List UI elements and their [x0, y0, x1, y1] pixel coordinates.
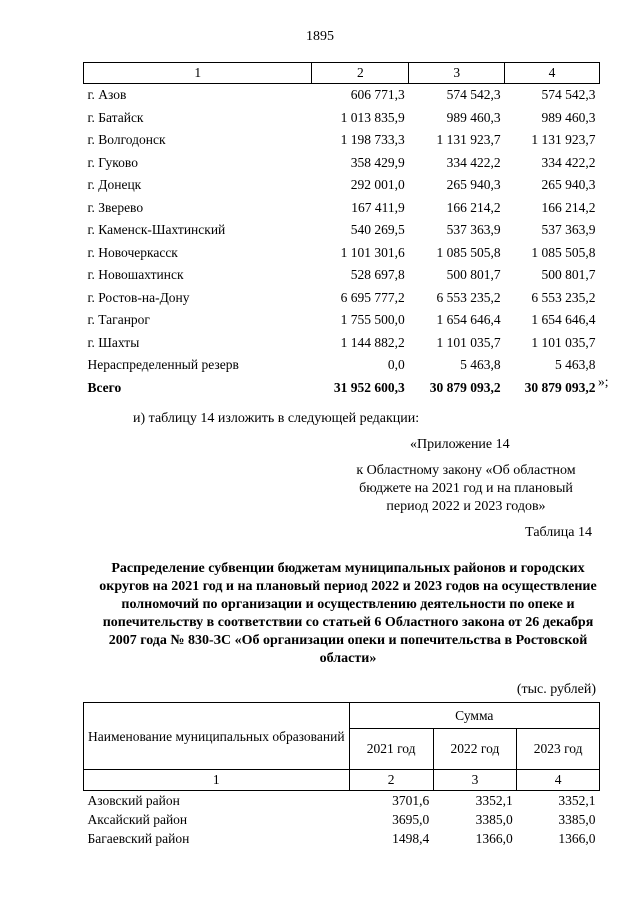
table-row [84, 129, 600, 152]
row-value: 1366,0 [475, 830, 513, 846]
table-row [84, 107, 600, 130]
row-name: г. Новошахтинск [87, 267, 184, 283]
row-value: 574 542,3 [446, 87, 501, 103]
row-value: 6 553 235,2 [436, 289, 501, 305]
year-header: 2023 год [517, 729, 600, 770]
column-number: 3 [433, 770, 516, 791]
table-label: Таблица 14 [525, 525, 592, 540]
table-header-row [84, 703, 600, 729]
row-name: г. Волгодонск [87, 132, 166, 148]
row-name: г. Таганрог [87, 312, 150, 328]
row-value: 989 460,3 [446, 109, 501, 125]
row-value: 606 771,3 [350, 87, 405, 103]
row-value: 1 198 733,3 [340, 132, 405, 148]
row-name: г. Каменск-Шахтинский [87, 222, 226, 238]
row-value: 358 429,9 [350, 154, 405, 170]
appendix-reference: к Областному закону «Об областном бюджете на 2021 год и на плановый период 2022 и 2023 годов» [356, 463, 576, 514]
table-row [84, 174, 600, 197]
row-value: 166 214,2 [541, 199, 596, 215]
row-name: Нераспределенный резерв [87, 357, 239, 373]
row-name: Аксайский район [87, 811, 188, 827]
row-value: 292 001,0 [350, 177, 405, 193]
row-name: г. Зверево [87, 199, 144, 215]
table-row [84, 354, 600, 377]
table-row [84, 197, 600, 220]
column-number: 4 [505, 63, 600, 84]
page-number: 1895 [306, 29, 334, 44]
row-value: 1 654 646,4 [436, 312, 501, 328]
amendment-paragraph: и) таблицу 14 изложить в следующей редакции: [133, 411, 420, 426]
row-name: г. Азов [87, 87, 127, 103]
row-value: 3385,0 [558, 811, 596, 827]
table-row [84, 84, 600, 107]
row-value: 6 553 235,2 [531, 289, 596, 305]
row-name: Азовский район [87, 792, 180, 808]
units-label: (тыс. рублей) [516, 682, 596, 697]
table-row [84, 287, 600, 310]
row-value: 5 463,8 [460, 357, 501, 373]
table-header-row [84, 63, 600, 84]
row-value: 540 269,5 [350, 222, 405, 238]
row-value: 0,0 [387, 357, 405, 373]
column-number: 3 [409, 63, 505, 84]
row-value: 5 463,8 [555, 357, 596, 373]
table-row [84, 791, 600, 811]
row-value: 3385,0 [475, 811, 513, 827]
row-value: 1 131 923,7 [531, 132, 596, 148]
row-value: 1 755 500,0 [340, 312, 405, 328]
row-value: 1 101 035,7 [436, 334, 501, 350]
column-number: 2 [312, 63, 409, 84]
total-row [84, 377, 600, 400]
row-value: 1 131 923,7 [436, 132, 501, 148]
row-value: 1 654 646,4 [531, 312, 596, 328]
row-value: 537 363,9 [541, 222, 596, 238]
row-value: 1366,0 [558, 830, 596, 846]
row-value: 500 801,7 [541, 267, 596, 283]
table-row [84, 332, 600, 355]
table-row [84, 264, 600, 287]
row-value: 574 542,3 [541, 87, 596, 103]
row-value: 6 695 777,2 [340, 289, 405, 305]
row-name: Багаевский район [87, 830, 190, 846]
closing-quote: »; [598, 374, 609, 389]
column-number: 4 [517, 770, 600, 791]
column-number: 1 [84, 63, 312, 84]
total-value: 31 952 600,3 [333, 379, 405, 395]
row-value: 3695,0 [392, 811, 430, 827]
row-value: 265 940,3 [446, 177, 501, 193]
column-number: 2 [349, 770, 433, 791]
row-value: 1 085 505,8 [436, 244, 501, 260]
row-value: 1 144 882,2 [340, 334, 405, 350]
row-value: 1 101 301,6 [340, 244, 405, 260]
row-value: 334 422,2 [446, 154, 501, 170]
row-name: г. Гуково [87, 154, 138, 170]
column-sum-header: Сумма [349, 703, 599, 729]
budget-table [83, 62, 600, 399]
table-row [84, 219, 600, 242]
table-row [84, 810, 600, 829]
row-value: 500 801,7 [446, 267, 501, 283]
row-value: 3352,1 [475, 792, 513, 808]
column-number: 1 [84, 770, 350, 791]
row-value: 1 013 835,9 [340, 109, 405, 125]
appendix-title: «Приложение 14 [410, 437, 510, 452]
row-value: 265 940,3 [541, 177, 596, 193]
year-header: 2021 год [349, 729, 433, 770]
row-value: 167 411,9 [351, 199, 405, 215]
column-name-header: Наименование муниципальных образований [84, 703, 350, 770]
total-value: 30 879 093,2 [524, 379, 596, 395]
row-value: 334 422,2 [541, 154, 596, 170]
row-value: 528 697,8 [350, 267, 405, 283]
table-number-row [84, 770, 600, 791]
row-value: 3352,1 [558, 792, 596, 808]
subvention-table [83, 702, 600, 848]
table-row [84, 152, 600, 175]
row-name: г. Донецк [87, 177, 142, 193]
row-value: 1498,4 [392, 830, 430, 846]
row-value: 166 214,2 [446, 199, 501, 215]
row-value: 3701,6 [392, 792, 430, 808]
table-heading: Распределение субвенции бюджетам муниципальных районов и городских округов на 2021 год и на плановый период 2022 и 2023 годов на осуществление полномочий по организации и осуществлению деятельности по опеке и попечительству в соответствии со статьей 6 Областного закона от 26 декабря 2007 года № 830-ЗС «Об организации опеки и попечительства в Ростовской области» [99, 561, 597, 666]
row-value: 989 460,3 [541, 109, 596, 125]
row-value: 1 085 505,8 [531, 244, 596, 260]
table-row [84, 309, 600, 332]
row-name: г. Ростов-на-Дону [87, 289, 190, 305]
row-name: г. Шахты [87, 334, 140, 350]
row-value: 537 363,9 [446, 222, 501, 238]
total-value: 30 879 093,2 [429, 379, 501, 395]
row-name: г. Батайск [87, 109, 144, 125]
table-row [84, 242, 600, 265]
total-label: Всего [87, 379, 122, 395]
year-header: 2022 год [433, 729, 516, 770]
table-row [84, 829, 600, 848]
row-name: г. Новочеркасск [87, 244, 178, 260]
row-value: 1 101 035,7 [531, 334, 596, 350]
